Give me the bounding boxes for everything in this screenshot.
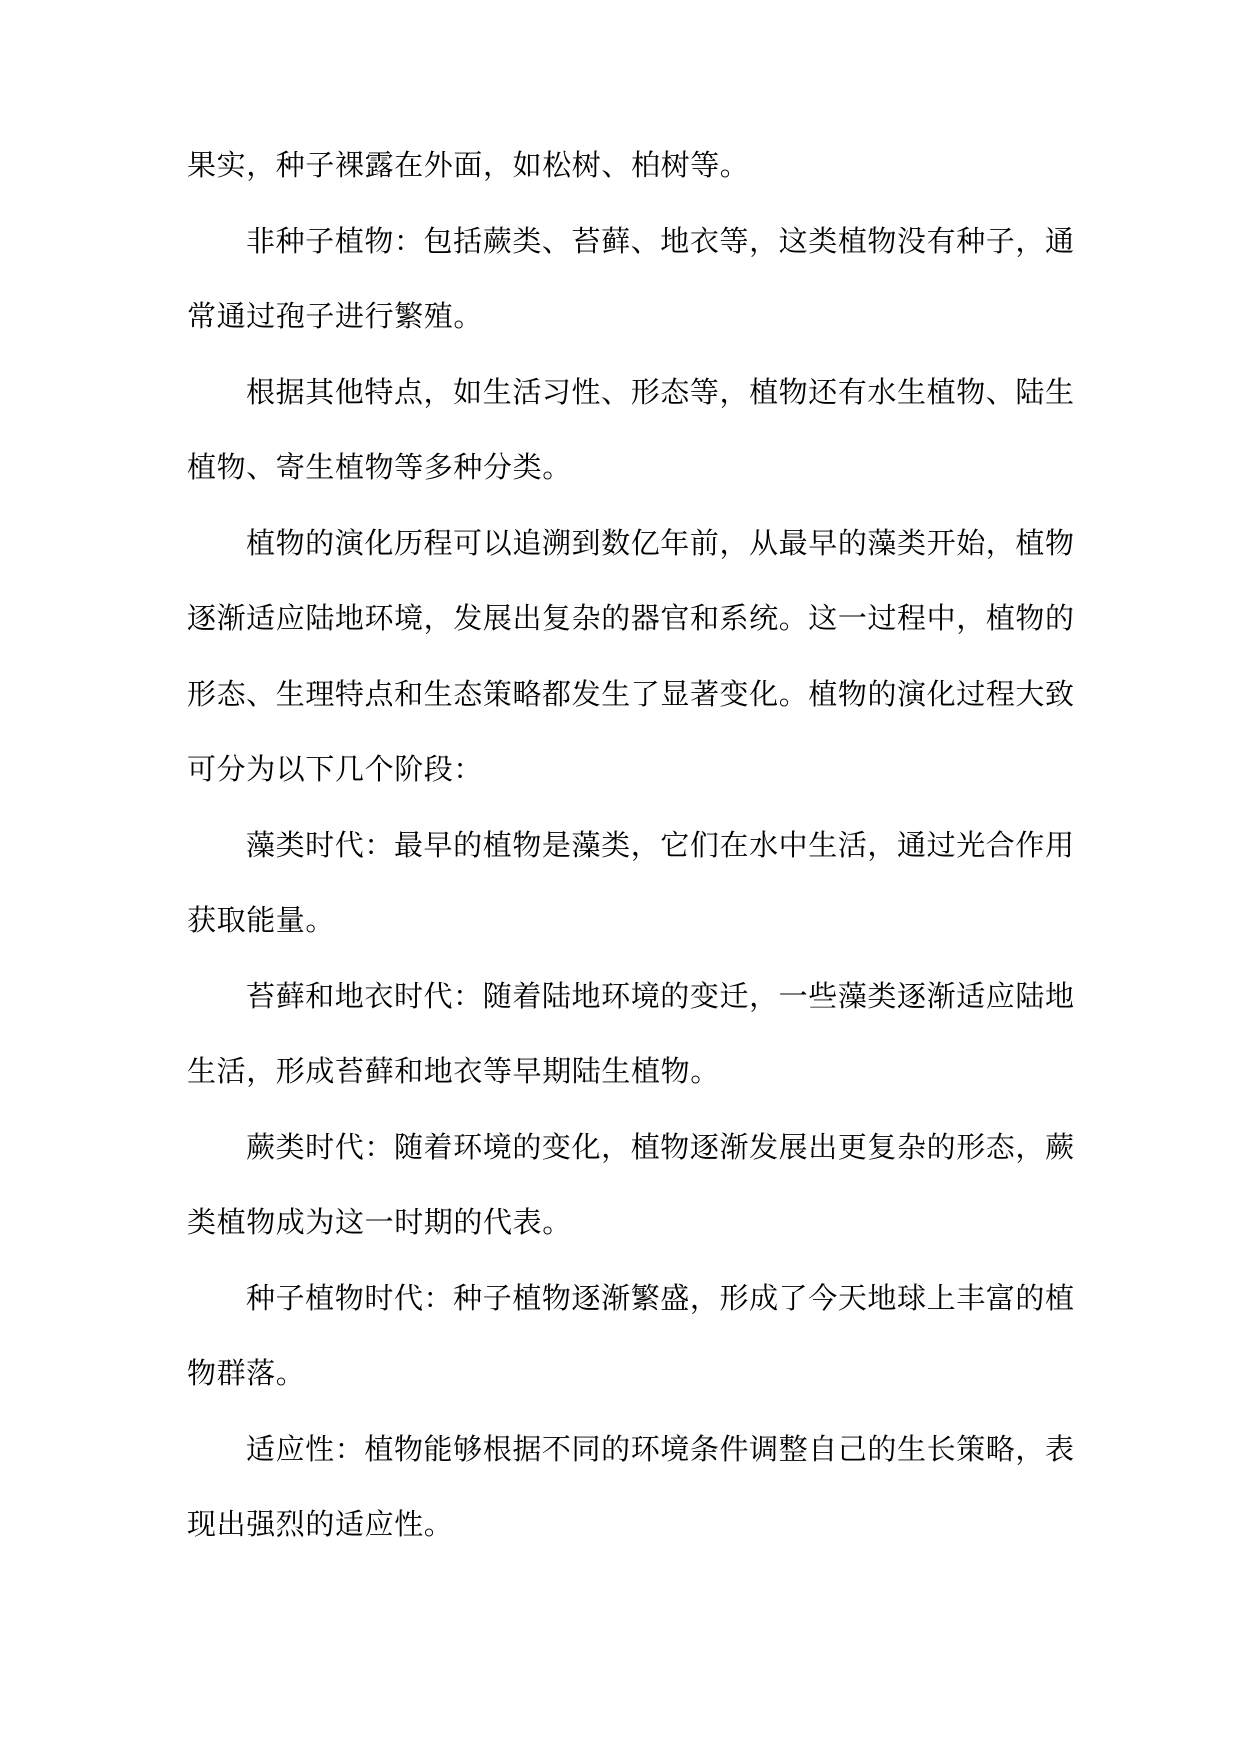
- text-line: 植物、寄生植物等多种分类。: [187, 452, 572, 484]
- text-line: 现出强烈的适应性。: [187, 1509, 454, 1541]
- text-line: 蕨类时代：随着环境的变化，植物逐渐发展出更复杂的形态，蕨: [246, 1131, 1074, 1164]
- text-line: 根据其他特点，如生活习性、形态等，植物还有水生植物、陆生: [246, 376, 1074, 409]
- text-line: 形态、生理特点和生态策略都发生了显著变化。植物的演化过程大致: [187, 678, 1074, 711]
- text-line: 常通过孢子进行繁殖。: [187, 301, 484, 333]
- text-line: 苔藓和地衣时代：随着陆地环境的变迁，一些藻类逐渐适应陆地: [246, 980, 1074, 1013]
- text-line: 逐渐适应陆地环境，发展出复杂的器官和系统。这一过程中，植物的: [187, 603, 1074, 635]
- text-line: 可分为以下几个阶段：: [187, 754, 484, 786]
- text-line: 类植物成为这一时期的代表。: [187, 1207, 572, 1239]
- text-line: 适应性：植物能够根据不同的环境条件调整自己的生长策略，表: [246, 1433, 1074, 1466]
- text-line: 植物的演化历程可以追溯到数亿年前，从最早的藻类开始，植物: [246, 527, 1074, 560]
- text-line: 非种子植物：包括蕨类、苔藓、地衣等，这类植物没有种子，通: [246, 225, 1074, 258]
- text-line: 果实，种子裸露在外面，如松树、柏树等。: [187, 150, 750, 182]
- text-line: 获取能量。: [187, 905, 336, 937]
- text-line: 藻类时代：最早的植物是藻类，它们在水中生活，通过光合作用: [246, 829, 1074, 862]
- text-line: 物群落。: [187, 1358, 306, 1390]
- text-line: 生活，形成苔藓和地衣等早期陆生植物。: [187, 1056, 720, 1088]
- text-line: 种子植物时代：种子植物逐渐繁盛，形成了今天地球上丰富的植: [246, 1282, 1074, 1315]
- document-text: [187, 129, 1074, 1564]
